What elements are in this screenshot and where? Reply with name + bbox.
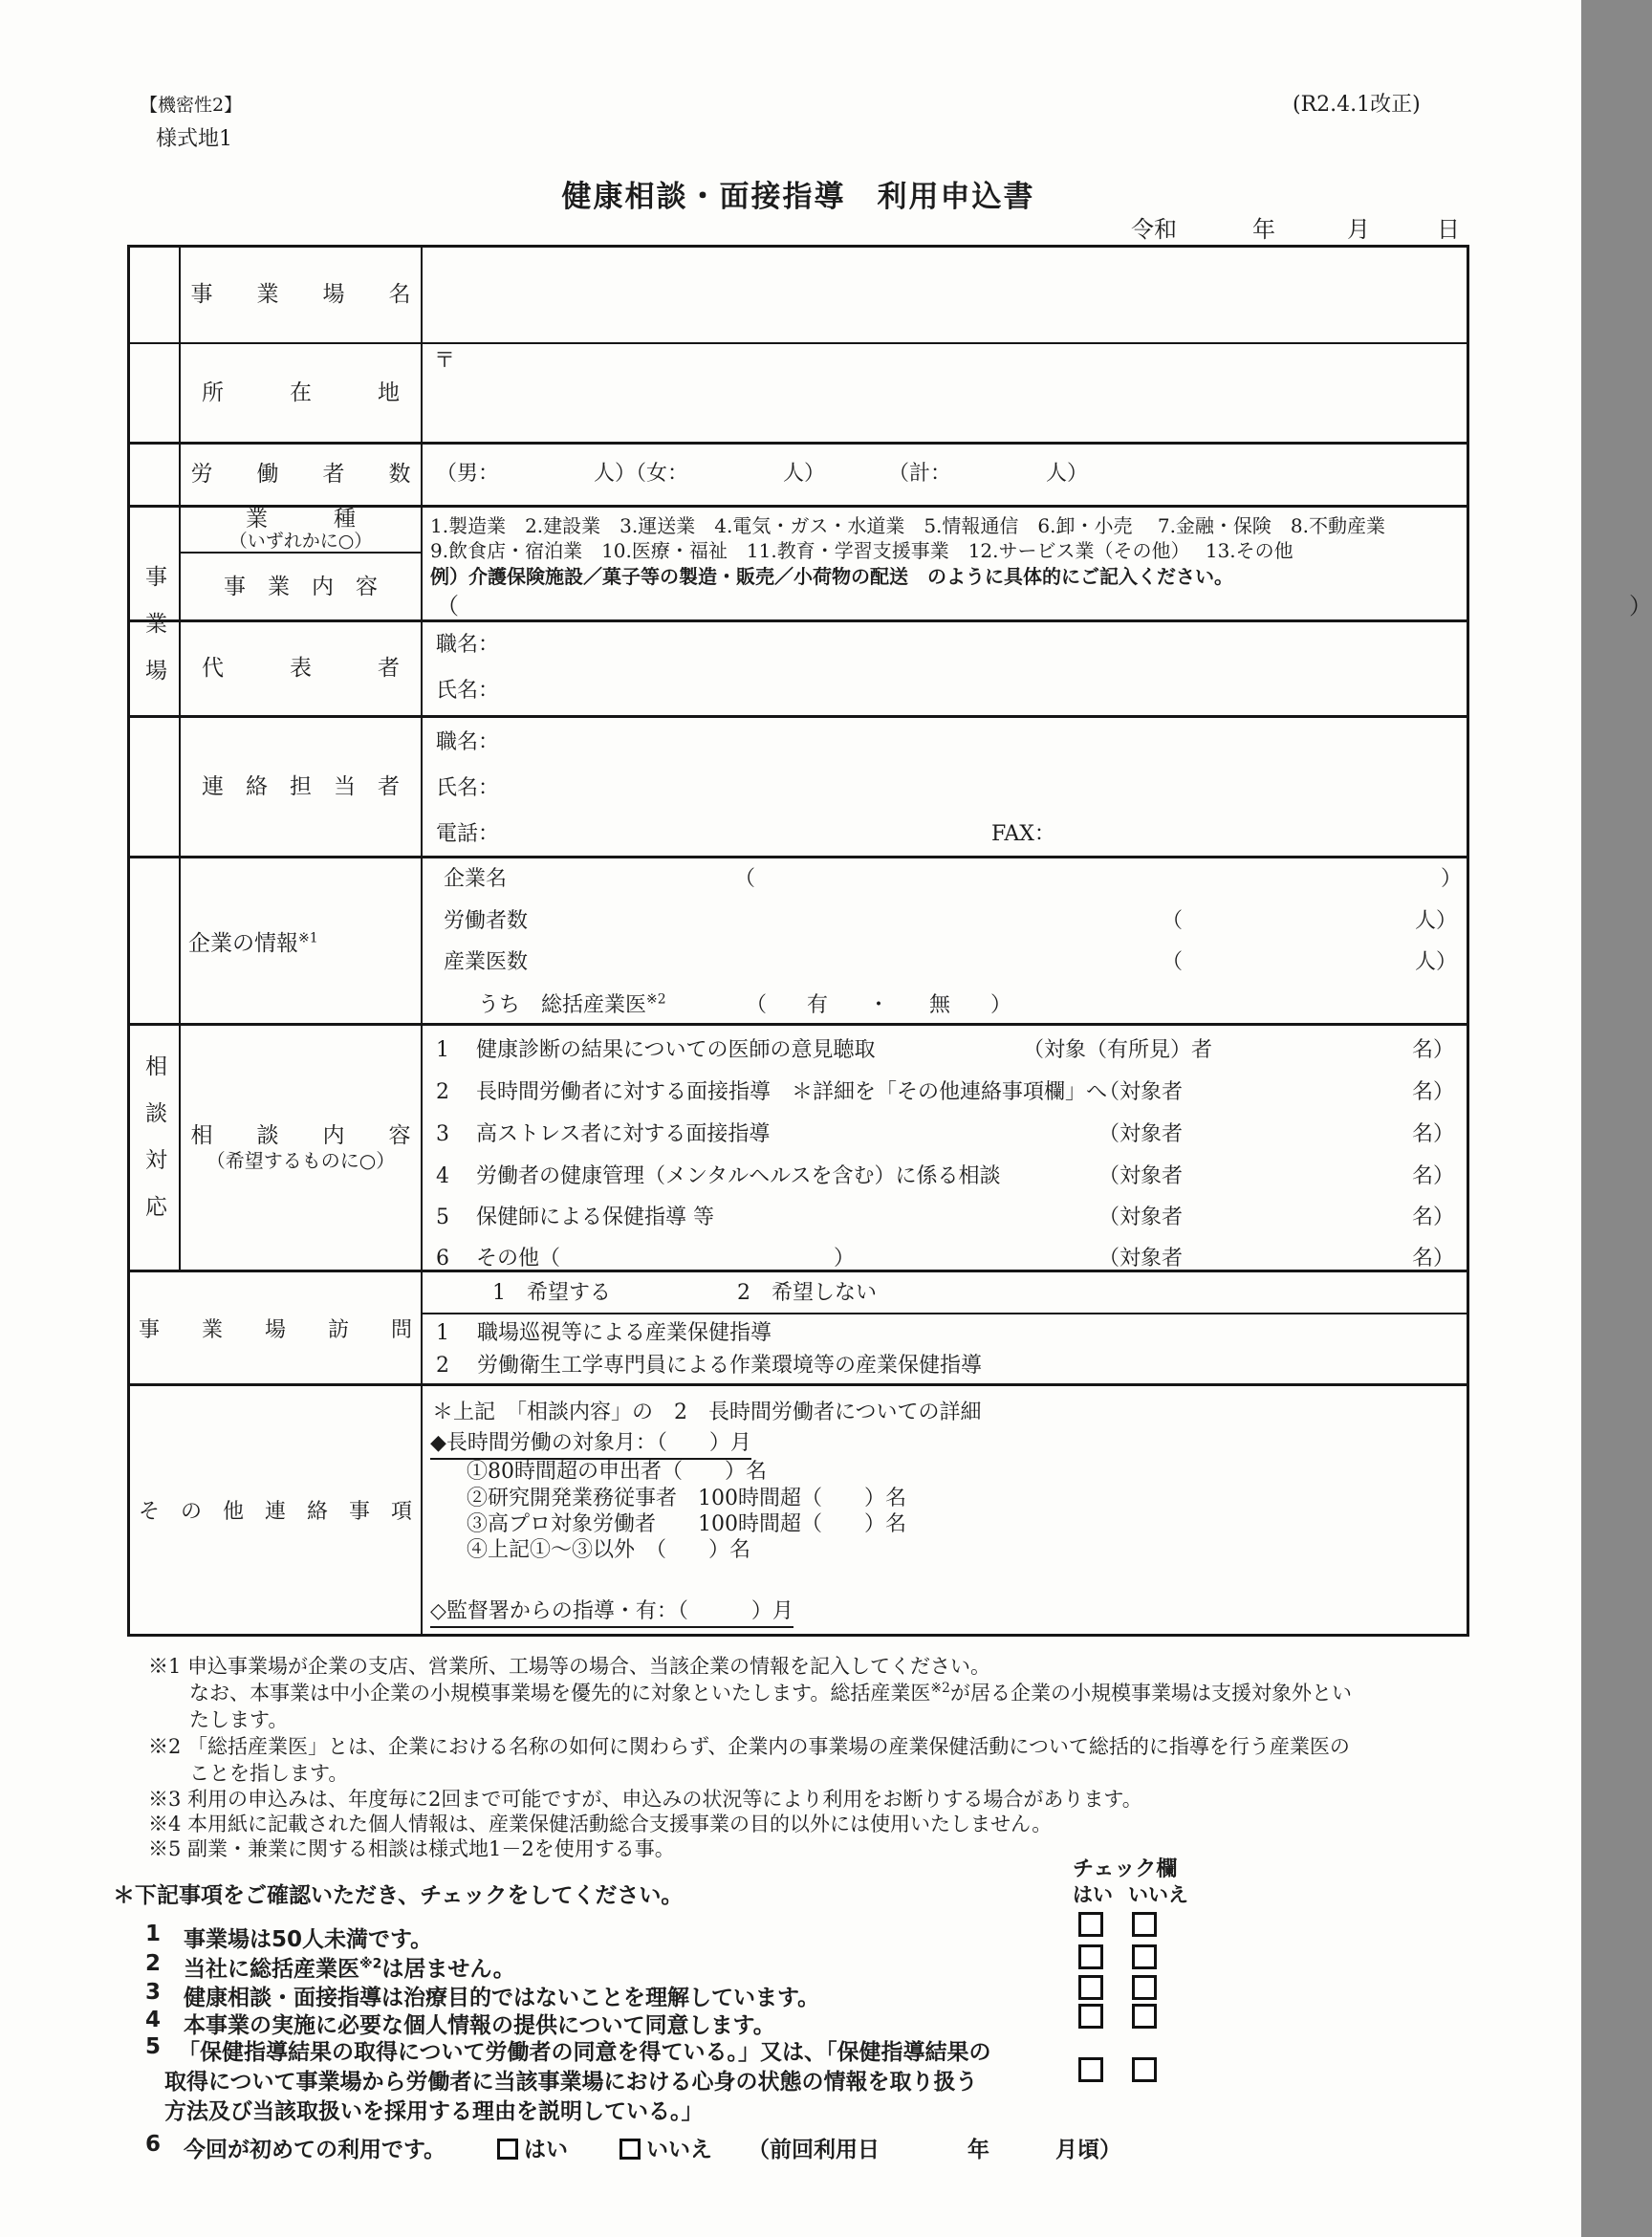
company-workers-label: 労働者数 — [444, 909, 529, 933]
consult-item-6-text: その他（ ） — [476, 1247, 856, 1271]
form-title: 健康相談・面接指導 利用申込書 — [561, 180, 1035, 214]
visit-choice-options[interactable]: 1 希望する 2 希望しない — [492, 1281, 877, 1305]
consult-item-6-unit: 名） — [1412, 1247, 1455, 1271]
check-item-6-no: 6 — [145, 2132, 162, 2157]
supervising-physician-choice[interactable]: （ 有 ・ 無 ） — [746, 993, 1022, 1017]
check-item-6-previous-use: （前回利用日 年 月頃） — [748, 2138, 1121, 2162]
consult-item-3-target: （対象者 — [1098, 1122, 1184, 1146]
company-physicians-label: 産業医数 — [444, 950, 529, 974]
company-info-label — [181, 858, 421, 1023]
check-item-3-no: 3 — [145, 1980, 162, 2005]
check-item-2-sup-ref: ※2 — [359, 1956, 382, 1972]
confidentiality-label: 【機密性2】 — [140, 95, 243, 116]
business-open-paren: （ — [436, 593, 459, 619]
address-field[interactable] — [423, 344, 1467, 442]
consult-item-2-text: 長時間労働者に対する面接指導 ＊詳細を「その他連絡事項欄」へ — [476, 1080, 1108, 1104]
checkbox-item3-yes[interactable] — [1078, 1975, 1103, 2000]
check-column-header: チェック欄 — [1073, 1857, 1178, 1881]
company-name-close-paren: ） — [1441, 867, 1463, 891]
consult-item-4[interactable]: 4 — [436, 1164, 449, 1188]
footnote-5: ※5 副業・兼業に関する相談は様式地1－2を使用する事。 — [148, 1837, 675, 1860]
footnote-3: ※3 利用の申込みは、年度毎に2回まで可能ですが、申込みの状況等により利用をお断りする場合があります。 — [148, 1788, 1142, 1811]
consultation-label-note: （希望するものに○） — [206, 1149, 396, 1173]
company-physicians-open-paren: （ — [1162, 950, 1184, 974]
check-item-6-yes-option[interactable]: はい — [497, 2132, 568, 2163]
checkbox-item4-no[interactable] — [1132, 2004, 1157, 2029]
other-notes-detail-title: ＊上記 「相談内容」の 2 長時間労働者についての詳細 — [432, 1401, 982, 1424]
footnote-1-sup-ref: ※2 — [930, 1681, 950, 1696]
industry-label-text: 業 種 — [246, 506, 356, 532]
company-name-label: 企業名 — [444, 867, 508, 891]
section-label-consultation: 相談対応 — [141, 1053, 166, 1242]
workers-field[interactable] — [423, 445, 1467, 505]
check-item-5-line3: 方法及び当該取扱いを採用する理由を説明している。」 — [164, 2099, 704, 2124]
company-info-footnote-ref: ※1 — [298, 929, 318, 945]
consult-item-6-target: （対象者 — [1098, 1247, 1184, 1271]
company-info-field[interactable] — [423, 858, 1467, 1023]
representative-field[interactable] — [423, 622, 1467, 715]
supervision-office-note[interactable]: ◇監督署からの指導・有：（ ）月 — [430, 1599, 793, 1628]
visit-items — [423, 1314, 1467, 1383]
longwork-target-month[interactable]: ◆長時間労働の対象月：（ ）月 — [430, 1431, 751, 1460]
consult-item-3-text: 高ストレス者に対する面接指導 — [476, 1122, 771, 1146]
consult-item-6[interactable]: 6 — [436, 1247, 449, 1271]
checkbox-item5-no[interactable] — [1132, 2057, 1157, 2082]
consult-item-2-target: （対象者 — [1098, 1080, 1184, 1104]
contact-tel-label: 電話： — [436, 822, 500, 846]
business-close-paren: ） — [1629, 593, 1652, 619]
checkbox-item6-yes[interactable] — [497, 2139, 518, 2160]
consult-item-1-target: （対象（有所見）者 — [1023, 1038, 1213, 1062]
visit-item-1-text: 職場巡視等による産業保健指導 — [477, 1321, 772, 1345]
business-label: 事 業 内 容 — [224, 574, 378, 599]
consult-item-1-unit: 名） — [1412, 1038, 1455, 1062]
form-code: 様式地1 — [156, 127, 232, 151]
footnote-1-continuation: なお、本事業は中小企業の小規模事業場を優先的に対象といたします。総括産業医$^{※2}$が居る企業の小規模事業場は支援対象外とい — [189, 1681, 1352, 1705]
checkbox-item4-yes[interactable] — [1078, 2004, 1103, 2029]
workplace-name-label: 事 業 場 名 — [190, 282, 411, 308]
consult-item-4-unit: 名） — [1412, 1164, 1455, 1188]
check-item-2-no: 2 — [145, 1951, 162, 1976]
consultation-label-text: 相 談 内 容 — [190, 1122, 411, 1148]
other-notes-label: そ の 他 連 絡 事 項 — [138, 1500, 412, 1524]
supervising-physician-footnote-ref: ※2 — [646, 991, 666, 1008]
checkbox-item6-no[interactable] — [620, 2139, 641, 2160]
consult-item-5-text: 保健師による保健指導 等 — [476, 1205, 714, 1229]
visit-label: 事 業 場 訪 問 — [138, 1317, 412, 1342]
footnote-1: ※1 申込事業場が企業の支店、営業所、工場等の場合、当該企業の情報を記入してください。 — [148, 1655, 991, 1678]
industry-options-line1[interactable]: 1.製造業 2.建設業 3.運送業 4.電気・ガス・水道業 5.情報通信 6.卸・小売 7.金融・保険 8.不動産業 — [430, 514, 1386, 537]
date-era-label: 令和 — [1131, 216, 1177, 243]
visit-choice-row[interactable] — [423, 1272, 1467, 1313]
representative-label: 代 表 者 — [202, 656, 400, 682]
industry-label-note: （いずれかに○） — [228, 531, 373, 553]
company-name-open-paren: （ — [734, 867, 756, 891]
consult-item-4-target: （対象者 — [1098, 1164, 1184, 1188]
rep-title-label: 職名： — [436, 633, 500, 657]
supervising-physician-label: うち 総括産業医$^{※2}$ — [478, 991, 666, 1017]
footnote-4: ※4 本用紙に記載された個人情報は、産業保健活動総合支援事業の目的以外には使用いたしません。 — [148, 1813, 1053, 1835]
check-item-1-text: 事業場は50人未満です。 — [184, 1927, 433, 1952]
date-year-label[interactable]: 年 — [1252, 216, 1275, 243]
consultation-items — [423, 1026, 1467, 1270]
company-workers-unit: 人） — [1415, 909, 1458, 933]
industry-business-field[interactable] — [423, 508, 1652, 619]
industry-label — [181, 508, 421, 552]
contact-title-label: 職名： — [436, 730, 500, 754]
footnote-2-continuation: ことを指します。 — [189, 1762, 349, 1785]
date-month-label[interactable]: 月 — [1347, 216, 1370, 243]
other-notes-field[interactable] — [423, 1386, 1467, 1634]
longwork-sub-3[interactable]: ③高プロ対象労働者 100時間超（ ）名 — [467, 1512, 906, 1536]
contact-label: 連 絡 担 当 者 — [202, 773, 400, 799]
consult-item-1[interactable]: 1 — [436, 1038, 449, 1062]
company-workers-open-paren: （ — [1162, 909, 1184, 933]
checkbox-item3-no[interactable] — [1132, 1975, 1157, 2000]
application-form-table — [127, 245, 1652, 1637]
footnote-1-continuation-2: たします。 — [189, 1708, 289, 1731]
rep-name-label: 氏名： — [436, 679, 500, 703]
checkbox-item5-yes[interactable] — [1078, 2057, 1103, 2082]
workplace-name-field[interactable] — [423, 248, 1467, 342]
check-no-header: いいえ — [1128, 1883, 1188, 1906]
check-item-3-text: 健康相談・面接指導は治療目的ではないことを理解しています。 — [184, 1986, 820, 2010]
address-label: 所 在 地 — [202, 380, 400, 405]
consult-item-2[interactable]: 2 — [436, 1080, 449, 1104]
longwork-sub-4[interactable]: ④上記①～③以外 （ ）名 — [467, 1538, 751, 1562]
longwork-sub-1[interactable]: ①80時間超の申出者（ ）名 — [467, 1460, 767, 1484]
visit-item-2[interactable]: 2 — [436, 1354, 449, 1378]
industry-options-line2[interactable]: 9.飲食店・宿泊業 10.医療・福祉 11.教育・学習支援事業 12.サービス業（その他） 13.その他 — [430, 539, 1293, 562]
consult-item-5-target: （対象者 — [1098, 1205, 1184, 1229]
company-info-label-text: 企業の情報$^{※1}$ — [188, 929, 318, 956]
section-label-workplace: 事業場 — [141, 565, 166, 706]
consult-item-2-unit: 名） — [1412, 1080, 1455, 1104]
consult-item-3-unit: 名） — [1412, 1122, 1455, 1146]
consult-item-3[interactable]: 3 — [436, 1122, 449, 1146]
check-item-1-no: 1 — [145, 1922, 162, 1946]
visit-item-1[interactable]: 1 — [436, 1321, 449, 1345]
consultation-label — [181, 1026, 421, 1270]
consult-item-1-text: 健康診断の結果についての医師の意見聴取 — [476, 1038, 876, 1062]
company-physicians-unit: 人） — [1415, 950, 1458, 974]
business-hint: 例）介護保険施設／菓子等の製造・販売／小荷物の配送 のように具体的にご記入ください。 — [430, 565, 1233, 588]
checkbox-item1-yes[interactable] — [1078, 1912, 1103, 1937]
date-day-label[interactable]: 日 — [1437, 216, 1460, 243]
divider — [179, 552, 423, 554]
checkbox-item2-no[interactable] — [1132, 1944, 1157, 1969]
check-item-4-no: 4 — [145, 2008, 162, 2032]
check-item-5-no: 5 — [145, 2034, 162, 2059]
check-item-2-text: 当社に総括産業医$^{※2}$は居ません。 — [184, 1956, 515, 1982]
contact-fax-label: FAX： — [991, 822, 1055, 846]
check-item-6-text: 今回が初めての利用です。 — [184, 2138, 446, 2162]
consult-item-5[interactable]: 5 — [436, 1205, 449, 1229]
workers-label: 労 働 者 数 — [190, 462, 411, 488]
check-item-6-no-option[interactable]: いいえ — [620, 2132, 712, 2163]
check-item-5-line1: 「保健指導結果の取得について労働者の同意を得ている。」又は、「保健指導結果の — [178, 2040, 991, 2065]
contact-name-label: 氏名： — [436, 776, 500, 800]
longwork-sub-2[interactable]: ②研究開発業務従事者 100時間超（ ）名 — [467, 1487, 906, 1510]
footnote-2: ※2 「総括産業医」とは、企業における名称の如何に関わらず、企業内の事業場の産業保健活動について総括的に指導を行う産業医の — [148, 1735, 1350, 1758]
check-item-4-text: 本事業の実施に必要な個人情報の提供について同意します。 — [184, 2013, 775, 2038]
revision-note: (R2.4.1改正) — [1293, 93, 1421, 117]
checkbox-item2-yes[interactable] — [1078, 1944, 1103, 1969]
visit-item-2-text: 労働衛生工学専門員による作業環境等の産業保健指導 — [477, 1354, 983, 1378]
checkbox-item1-no[interactable] — [1132, 1912, 1157, 1937]
check-item-5-line2: 取得について事業場から労働者に当該事業場における心身の状態の情報を取り扱う — [164, 2070, 978, 2095]
workers-blanks: （男： 人）（女： 人） （計： 人） — [436, 462, 1089, 487]
consult-item-5-unit: 名） — [1412, 1205, 1455, 1229]
postal-mark: 〒 — [434, 349, 456, 373]
contact-field[interactable] — [423, 718, 1467, 856]
check-yes-header: はい — [1073, 1883, 1113, 1906]
consult-item-4-text: 労働者の健康管理（メンタルヘルスを含む）に係る相談 — [476, 1164, 1001, 1188]
checklist-intro: ＊下記事項をご確認いただき、チェックをしてください。 — [113, 1883, 684, 1908]
